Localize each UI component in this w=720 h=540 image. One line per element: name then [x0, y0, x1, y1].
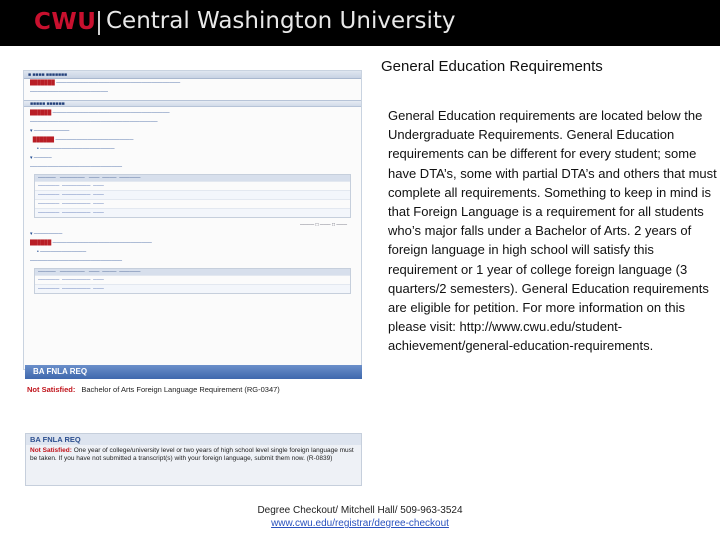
not-satisfied-label: Not Satisfied:: [30, 447, 72, 454]
fnla-detail-text: One year of college/university level or two years of high school level single foreign language must be taken. If you have not submitted a transcript(s) with your foreign language, submit them now. (R-0839): [30, 447, 354, 462]
audit-line: ██████ ──────────────────────: [32, 137, 134, 143]
fnla-requirement-text: Bachelor of Arts Foreign Language Requirement (RG-0347): [81, 385, 280, 394]
degree-audit-screenshot: [23, 70, 362, 370]
table-row: ────── ──────── ───: [35, 208, 350, 217]
audit-course-table: [34, 268, 351, 294]
audit-line: ────────────────────────────────────: [30, 119, 158, 125]
audit-line: ──────────────────────────: [30, 258, 123, 264]
audit-course-table: [34, 174, 351, 218]
audit-line: ▾ ────────: [30, 231, 63, 237]
table-row: ────── ──────── ───: [35, 275, 350, 284]
audit-line: • ─────────────: [36, 249, 87, 255]
fnla-section-bar: BA FNLA REQ: [25, 365, 362, 379]
not-satisfied-label: Not Satisfied:: [27, 385, 76, 394]
fnla-requirement-row: [27, 383, 362, 396]
slide-title: General Education Requirements: [381, 58, 603, 75]
audit-section-bar: ■■■■■ ■■■■■■: [24, 100, 361, 107]
table-row: ────── ──────── ───: [35, 284, 350, 293]
fnla-box-header: BA FNLA REQ: [26, 434, 361, 445]
header-bar: [0, 0, 720, 46]
table-header: ───── ─────── ─── ──── ──────: [35, 175, 350, 181]
table-row: ────── ──────── ───: [35, 199, 350, 208]
slide-body-text: General Education requirements are located below the Undergraduate Requirements. General Education requirements can be different for every student; some have DTA’s, some with partial DTA’s and others that must complete all requirements. Something to keep in mind is that Foreign Language is a requirement for all students who’s major falls under a Bachelor of Arts. 2 years of foreign language in high school will satisfy this requirement or 1 year of college foreign language (3 quarters/2 semesters). General Education requirements are eligible for petition. For more information on this please visit: http://www.cwu.edu/student-achievement/general-education-requirements.: [388, 108, 717, 354]
audit-tab-bar: ■ ■■■■ ■■■■■■■: [24, 71, 361, 79]
audit-line: ██████ ────────────────────────────: [30, 240, 152, 246]
fnla-detail-box: [25, 433, 362, 486]
cwu-logo: CWU: [34, 9, 97, 35]
logo-divider: [98, 11, 100, 35]
audit-line: ──────────────────────────: [30, 164, 123, 170]
footer-contact: Degree Checkout/ Mitchell Hall/ 509-963-3524: [257, 505, 463, 516]
footer-link[interactable]: www.cwu.edu/registrar/degree-checkout: [271, 518, 449, 529]
fnla-box-text: [26, 445, 361, 465]
audit-line: ▾ ──────────: [30, 128, 70, 134]
audit-line: • ─────────────────────: [36, 146, 115, 152]
audit-line: ──────────────────────: [30, 89, 108, 95]
table-row: ────── ──────── ───: [35, 190, 350, 199]
audit-line: ██████ ─────────────────────────────────: [30, 110, 170, 116]
table-header: ───── ─────── ─── ──── ──────: [35, 269, 350, 275]
audit-line: ███████ ───────────────────────────────────: [30, 80, 181, 86]
table-footer: ──── □ ─── □ ───: [299, 222, 347, 228]
table-row: ────── ──────── ───: [35, 181, 350, 190]
audit-line: ▾ ─────: [30, 155, 52, 161]
university-name: Central Washington University: [106, 8, 456, 34]
